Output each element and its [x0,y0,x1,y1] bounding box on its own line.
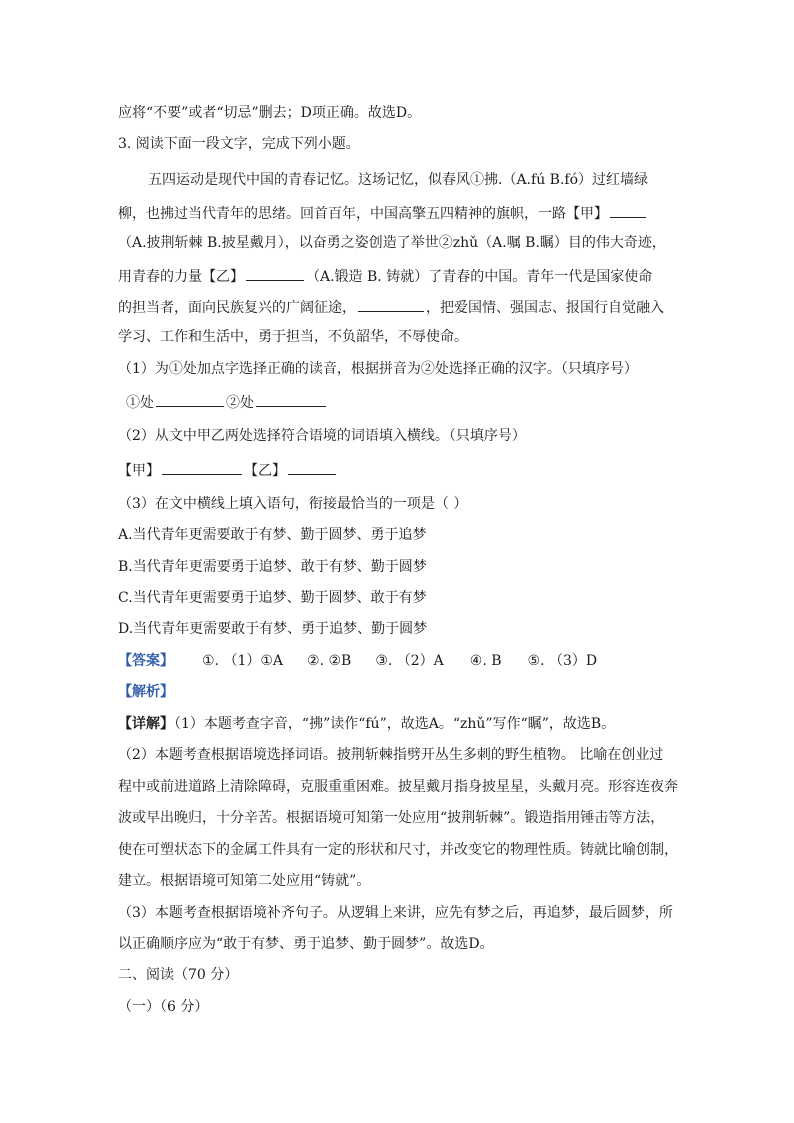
passage-line [118,296,664,318]
detail-line [118,714,615,734]
detail-line: 波或早出晚归，十分辛苦。根据语境可知第一处应用“披荆斩棘”。锻造指用锤击等方法， [118,810,665,826]
sub-question-2: （2）从文中甲乙两处选择符合语境的词语填入横线。（只填序号） [118,428,526,444]
text-line: 应将“不要”或者“切忌”删去；D项正确。故选D。 [118,105,422,121]
option-d: D.当代青年更需要敢于有梦、勇于追梦、勤于圆梦 [118,621,428,637]
detail-line: （2）本题考查根据语境选择词语。披荆斩棘指劈开丛生多刺的野生植物。 比喻在创业过 [118,747,664,763]
passage-line: 五四运动是现代中国的青春记忆。这场记忆，似春风①拂.（A.fú B.fó）过红墙绿 [148,172,649,188]
fill-blank [288,459,336,475]
subsection-heading: （一）（6 分） [118,999,209,1015]
passage-text: 用青春的力量【乙】 [118,269,244,285]
label: ①处 [126,395,154,411]
section-heading: 二、阅读（70 分） [118,967,239,983]
detail-line: 以正确顺序应为“敢于有梦、勇于追梦、勤于圆梦”。故选D。 [118,936,494,952]
detail-line: 建立。根据语境可知第二处应用“铸就”。 [118,873,371,889]
label: ②处 [226,395,254,411]
passage-text: （A.锻造 B. 铸就）了青春的中国。青年一代是国家使命 [306,269,653,285]
option-a: A.当代青年更需要敢于有梦、勤于圆梦、勇于追梦 [118,527,427,543]
detail-line: 程中或前进道路上清除障碍，克服重重困难。披星戴月指身披星星，头戴月亮。形容连夜奔 [118,779,678,795]
answer-item: ⑤. （3）D [527,653,598,669]
answer-blanks-1 [126,391,328,413]
fill-blank [246,265,304,281]
passage-line [118,265,652,287]
answer-tag: 【答案】 [118,653,174,669]
passage-line: （A.披荆斩棘 B.披星戴月），以奋勇之姿创造了举世②zhǔ（A.嘱 B.瞩）目的伟大奇迹， [118,235,666,251]
passage-line: 学习、工作和生活中，勇于担当，不负韶华，不辱使命。 [118,329,468,345]
detail-text: （1）本题考查字音，“拂”读作“fú”，故选A。“zhǔ”写作“瞩”，故选B。 [174,716,616,732]
answer-item: ④. B [469,653,502,669]
detail-line: （3）本题考查根据语境补齐句子。从逻辑上来讲，应先有梦之后，再追梦，最后圆梦，所 [118,905,673,921]
answer-item: ①. （1）①A [202,653,284,669]
sub-question-3: （3）在文中横线上填入语句，衔接最恰当的一项是（ ） [118,496,468,512]
sub-question-1: （1）为①处加点字选择正确的读音，根据拼音为②处选择正确的汉字。（只填序号） [118,361,638,377]
passage-text: ，把爱国情、强国志、报国行自觉融入 [426,300,664,316]
option-c: C.当代青年更需要勇于追梦、勤于圆梦、敢于有梦 [118,590,427,606]
answer-item: ②. ②B [307,653,352,669]
fill-blank [156,391,224,407]
label: 【乙】 [244,463,286,479]
analysis-heading [118,682,174,702]
answer-item: ③. （2）A [375,653,444,669]
analysis-tag: 【解析】 [118,684,174,700]
answer-row [118,651,597,671]
detail-line: 使在可塑状态下的金属工件具有一定的形状和尺寸，并改变它的物理性质。铸就比喻创制， [118,842,678,858]
passage-line [118,202,648,224]
fill-blank [358,296,424,312]
label: 【甲】 [118,463,160,479]
question-heading: 3. 阅读下面一段文字，完成下列小题。 [118,136,360,152]
passage-text: 的担当者，面向民族复兴的广阔征途， [118,300,356,316]
answer-blanks-2 [118,459,338,481]
fill-blank [256,391,326,407]
fill-blank [610,202,646,218]
fill-blank [162,459,242,475]
option-b: B.当代青年更需要勇于追梦、敢于有梦、勤于圆梦 [118,559,427,575]
detail-tag: 【详解】 [118,716,174,732]
passage-text: 柳，也拂过当代青年的思绪。回首百年，中国高擎五四精神的旗帜，一路【甲】 [118,206,608,222]
